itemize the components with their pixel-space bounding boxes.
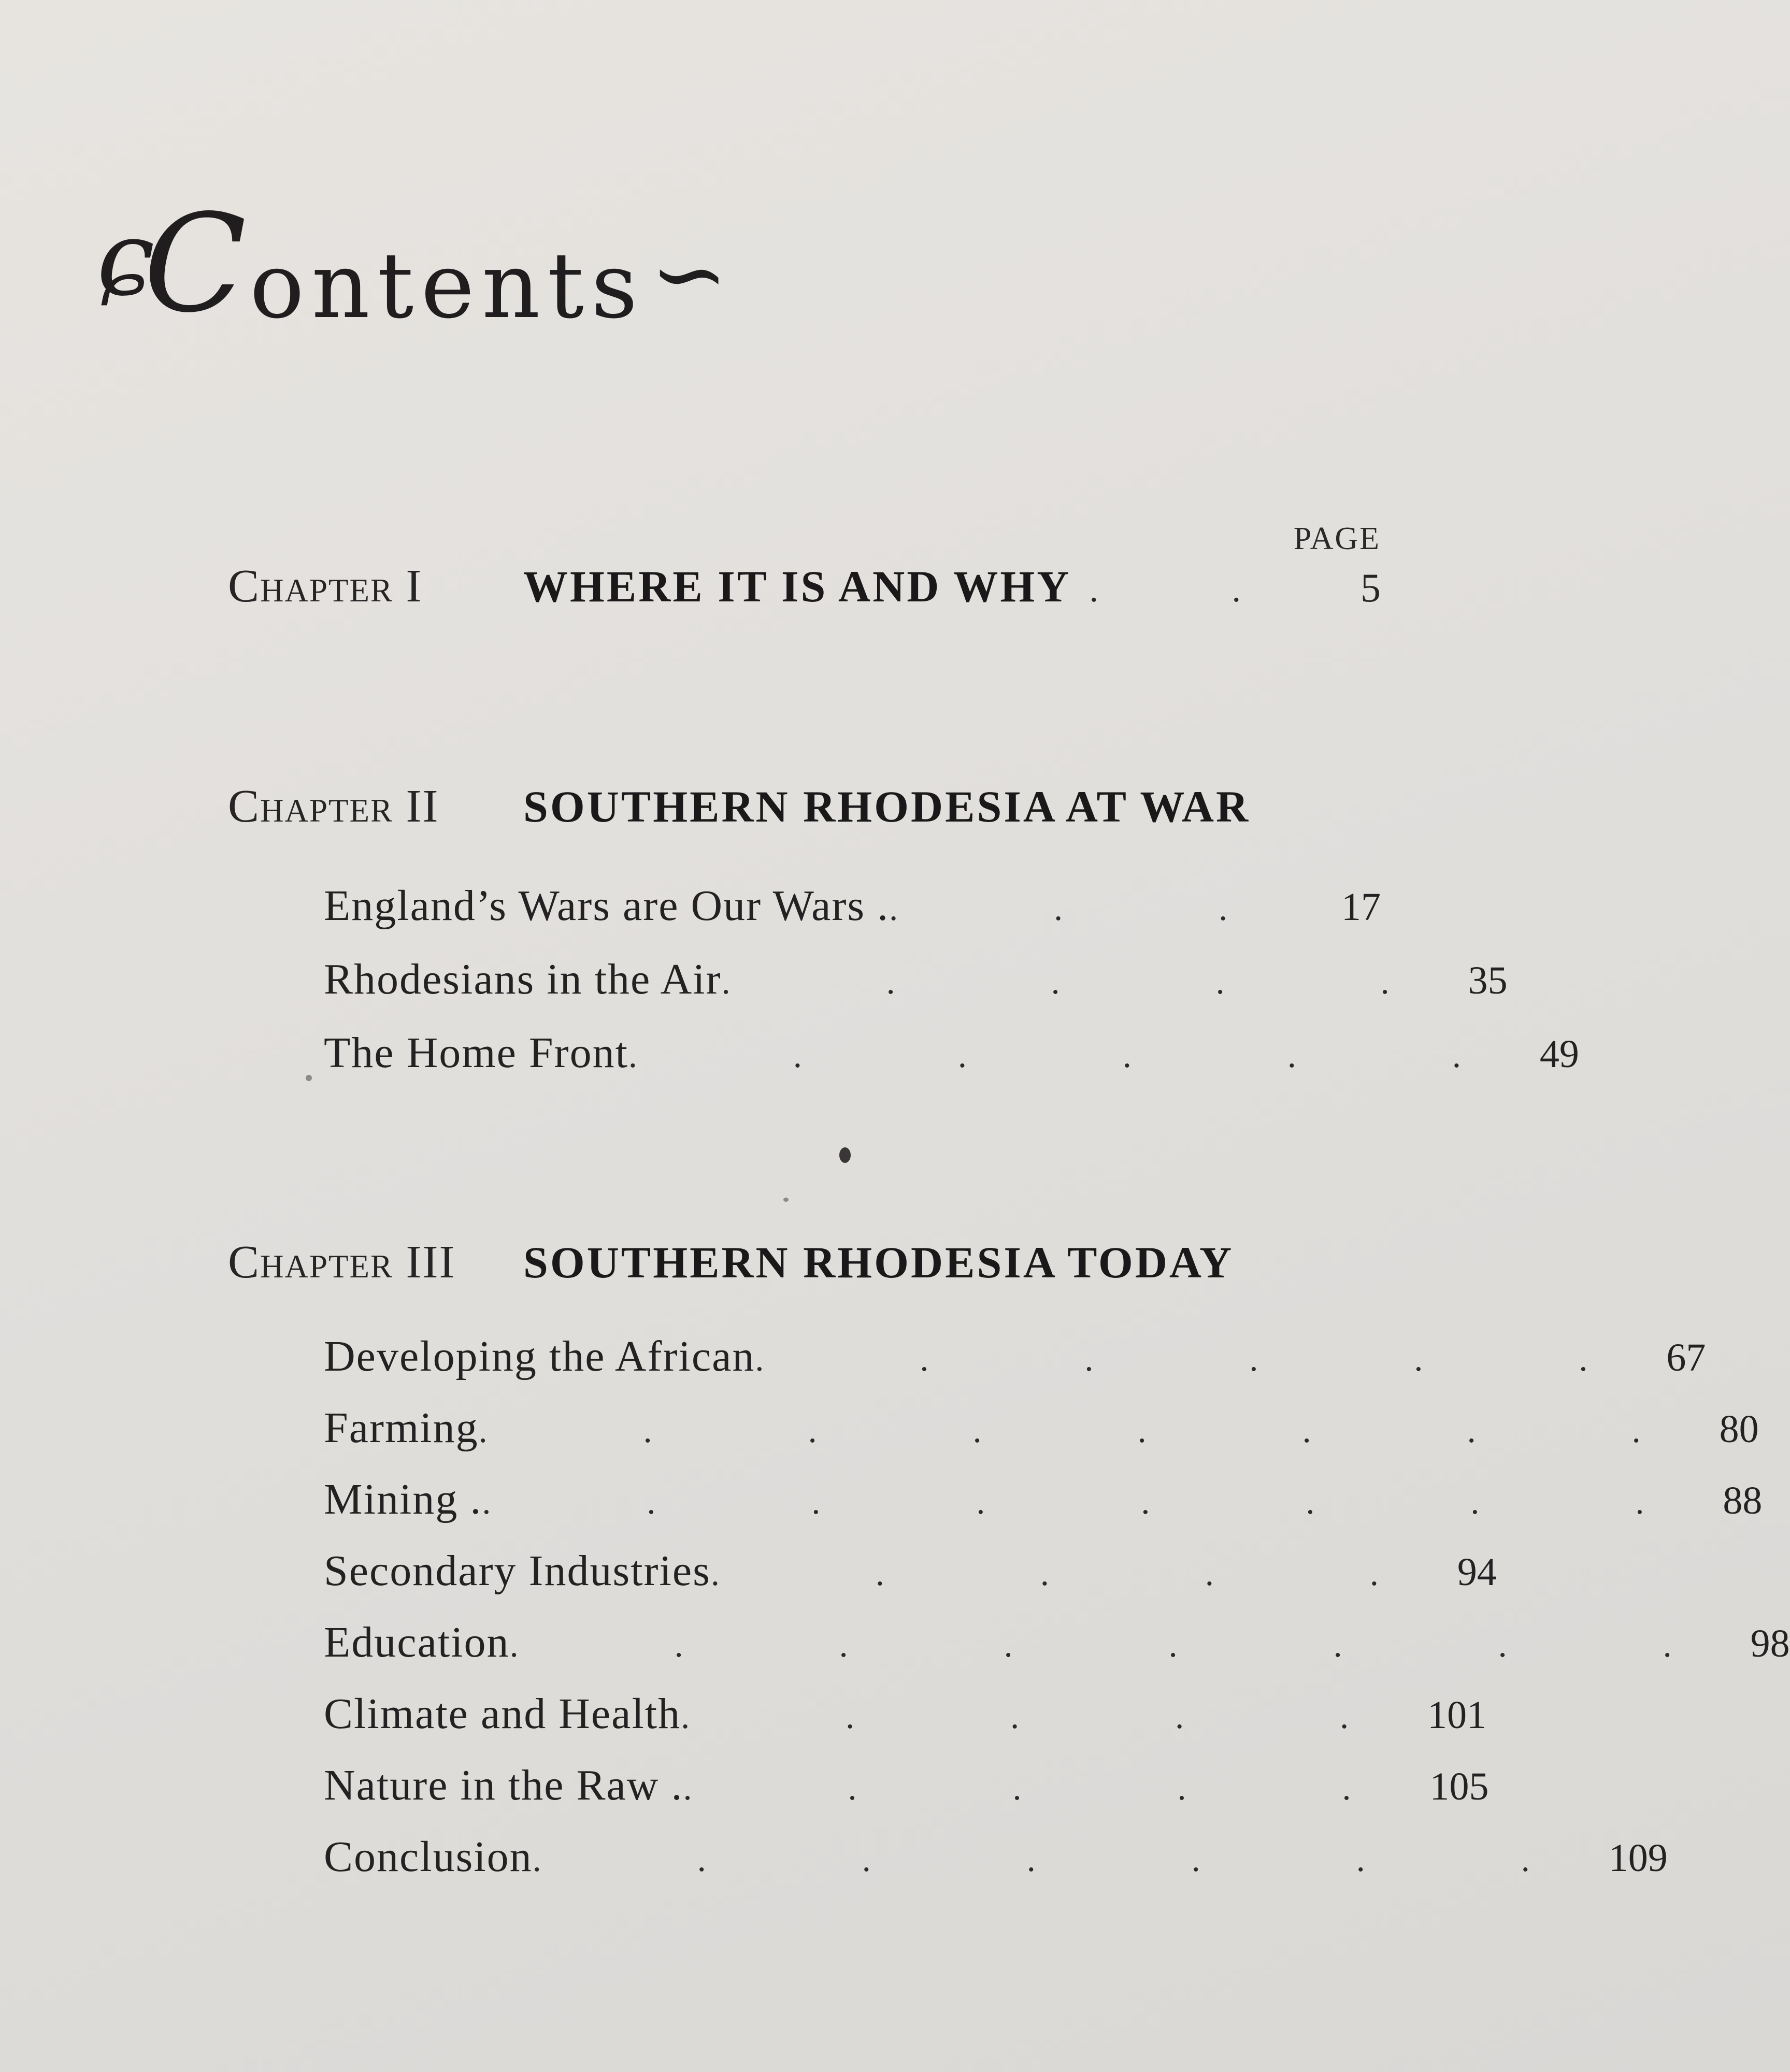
toc-entry[interactable]	[324, 1474, 1763, 1546]
leader-dots: . . . . . .	[755, 1339, 1662, 1378]
chapter-1-page-number: 5	[1361, 565, 1381, 610]
title-swash-left-ornament: ɕ	[96, 198, 154, 319]
toc-entry[interactable]	[324, 1689, 1487, 1760]
toc-entry[interactable]	[324, 1331, 1706, 1403]
chapter-2-label: Chapter II	[228, 781, 439, 832]
toc-entry-page: 98	[1750, 1622, 1790, 1665]
leader-dots: . . . . .	[710, 1553, 1452, 1593]
chapter-3-row	[228, 1235, 1381, 1289]
leader-dots: . . .	[889, 888, 1301, 928]
page-title	[96, 155, 728, 342]
toc-entry-page: 109	[1608, 1836, 1668, 1880]
toc-entry-label: England’s Wars are Our Wars .	[324, 882, 890, 930]
toc-entry-label: Developing the African	[324, 1332, 755, 1380]
toc-entry[interactable]	[324, 1617, 1790, 1689]
toc-entry[interactable]	[324, 1760, 1489, 1832]
leader-dots: . . . . . . . .	[482, 1482, 1718, 1521]
chapter-1-leader-dots: . .	[1089, 570, 1303, 610]
toc-entry[interactable]	[324, 881, 1381, 954]
chapter-2-title: SOUTHERN RHODESIA AT WAR	[523, 782, 1251, 831]
toc-entry-page: 17	[1341, 885, 1381, 929]
toc-entry-label: The Home Front	[324, 1029, 628, 1077]
chapter-2-entry-list	[324, 881, 1579, 1101]
ink-speck	[783, 1198, 789, 1202]
chapter-3-title: SOUTHERN RHODESIA TODAY	[523, 1238, 1234, 1287]
leader-dots: . . . . .	[721, 962, 1463, 1001]
toc-entry-label: Mining .	[324, 1475, 482, 1523]
toc-entry-page: 35	[1468, 959, 1508, 1002]
toc-entry-page: 49	[1539, 1032, 1579, 1076]
toc-entry[interactable]	[324, 1403, 1759, 1474]
chapter-1-title: WHERE IT IS AND WHY	[523, 562, 1071, 611]
title-remainder: ontents	[249, 234, 645, 339]
chapter-1-label: Chapter I	[228, 560, 423, 612]
toc-entry-label: Farming	[324, 1404, 479, 1452]
leader-dots: . . . . . . .	[532, 1839, 1603, 1879]
chapter-2-row	[228, 780, 1381, 833]
chapter-3-label: Chapter III	[228, 1236, 456, 1288]
leader-dots: . . . . .	[683, 1768, 1425, 1807]
title-swash-right-ornament: ∽	[650, 220, 728, 328]
leader-dots: . . . . . . . .	[478, 1411, 1714, 1450]
ink-speck	[306, 1075, 312, 1081]
toc-entry-page: 80	[1719, 1407, 1759, 1451]
toc-entry-label: Education	[324, 1618, 510, 1666]
toc-entry-page: 94	[1457, 1550, 1497, 1594]
toc-entry-page: 101	[1427, 1693, 1487, 1737]
leader-dots: . . . . . .	[628, 1035, 1535, 1075]
title-initial-capital: C	[144, 186, 247, 342]
toc-entry-page: 105	[1429, 1765, 1489, 1808]
toc-entry[interactable]	[324, 1832, 1668, 1903]
chapter-1-row	[228, 559, 1381, 613]
page-column-header: PAGE	[1293, 521, 1381, 556]
toc-entry-page: 67	[1666, 1336, 1706, 1379]
chapter-3-entry-list	[324, 1331, 1790, 1903]
toc-entry-label: Nature in the Raw .	[324, 1761, 683, 1809]
toc-entry[interactable]	[324, 1028, 1579, 1101]
toc-entry[interactable]	[324, 954, 1508, 1028]
toc-entry[interactable]	[324, 1546, 1497, 1617]
leader-dots: . . . . . . . .	[509, 1625, 1745, 1664]
toc-entry-label: Rhodesians in the Air	[324, 955, 722, 1003]
toc-entry-page: 88	[1723, 1479, 1763, 1522]
toc-entry-label: Climate and Health	[324, 1690, 681, 1738]
toc-entry-label: Conclusion	[324, 1833, 533, 1881]
leader-dots: . . . . .	[681, 1696, 1423, 1736]
toc-entry-label: Secondary Industries	[324, 1547, 711, 1595]
ink-speck	[839, 1147, 851, 1163]
